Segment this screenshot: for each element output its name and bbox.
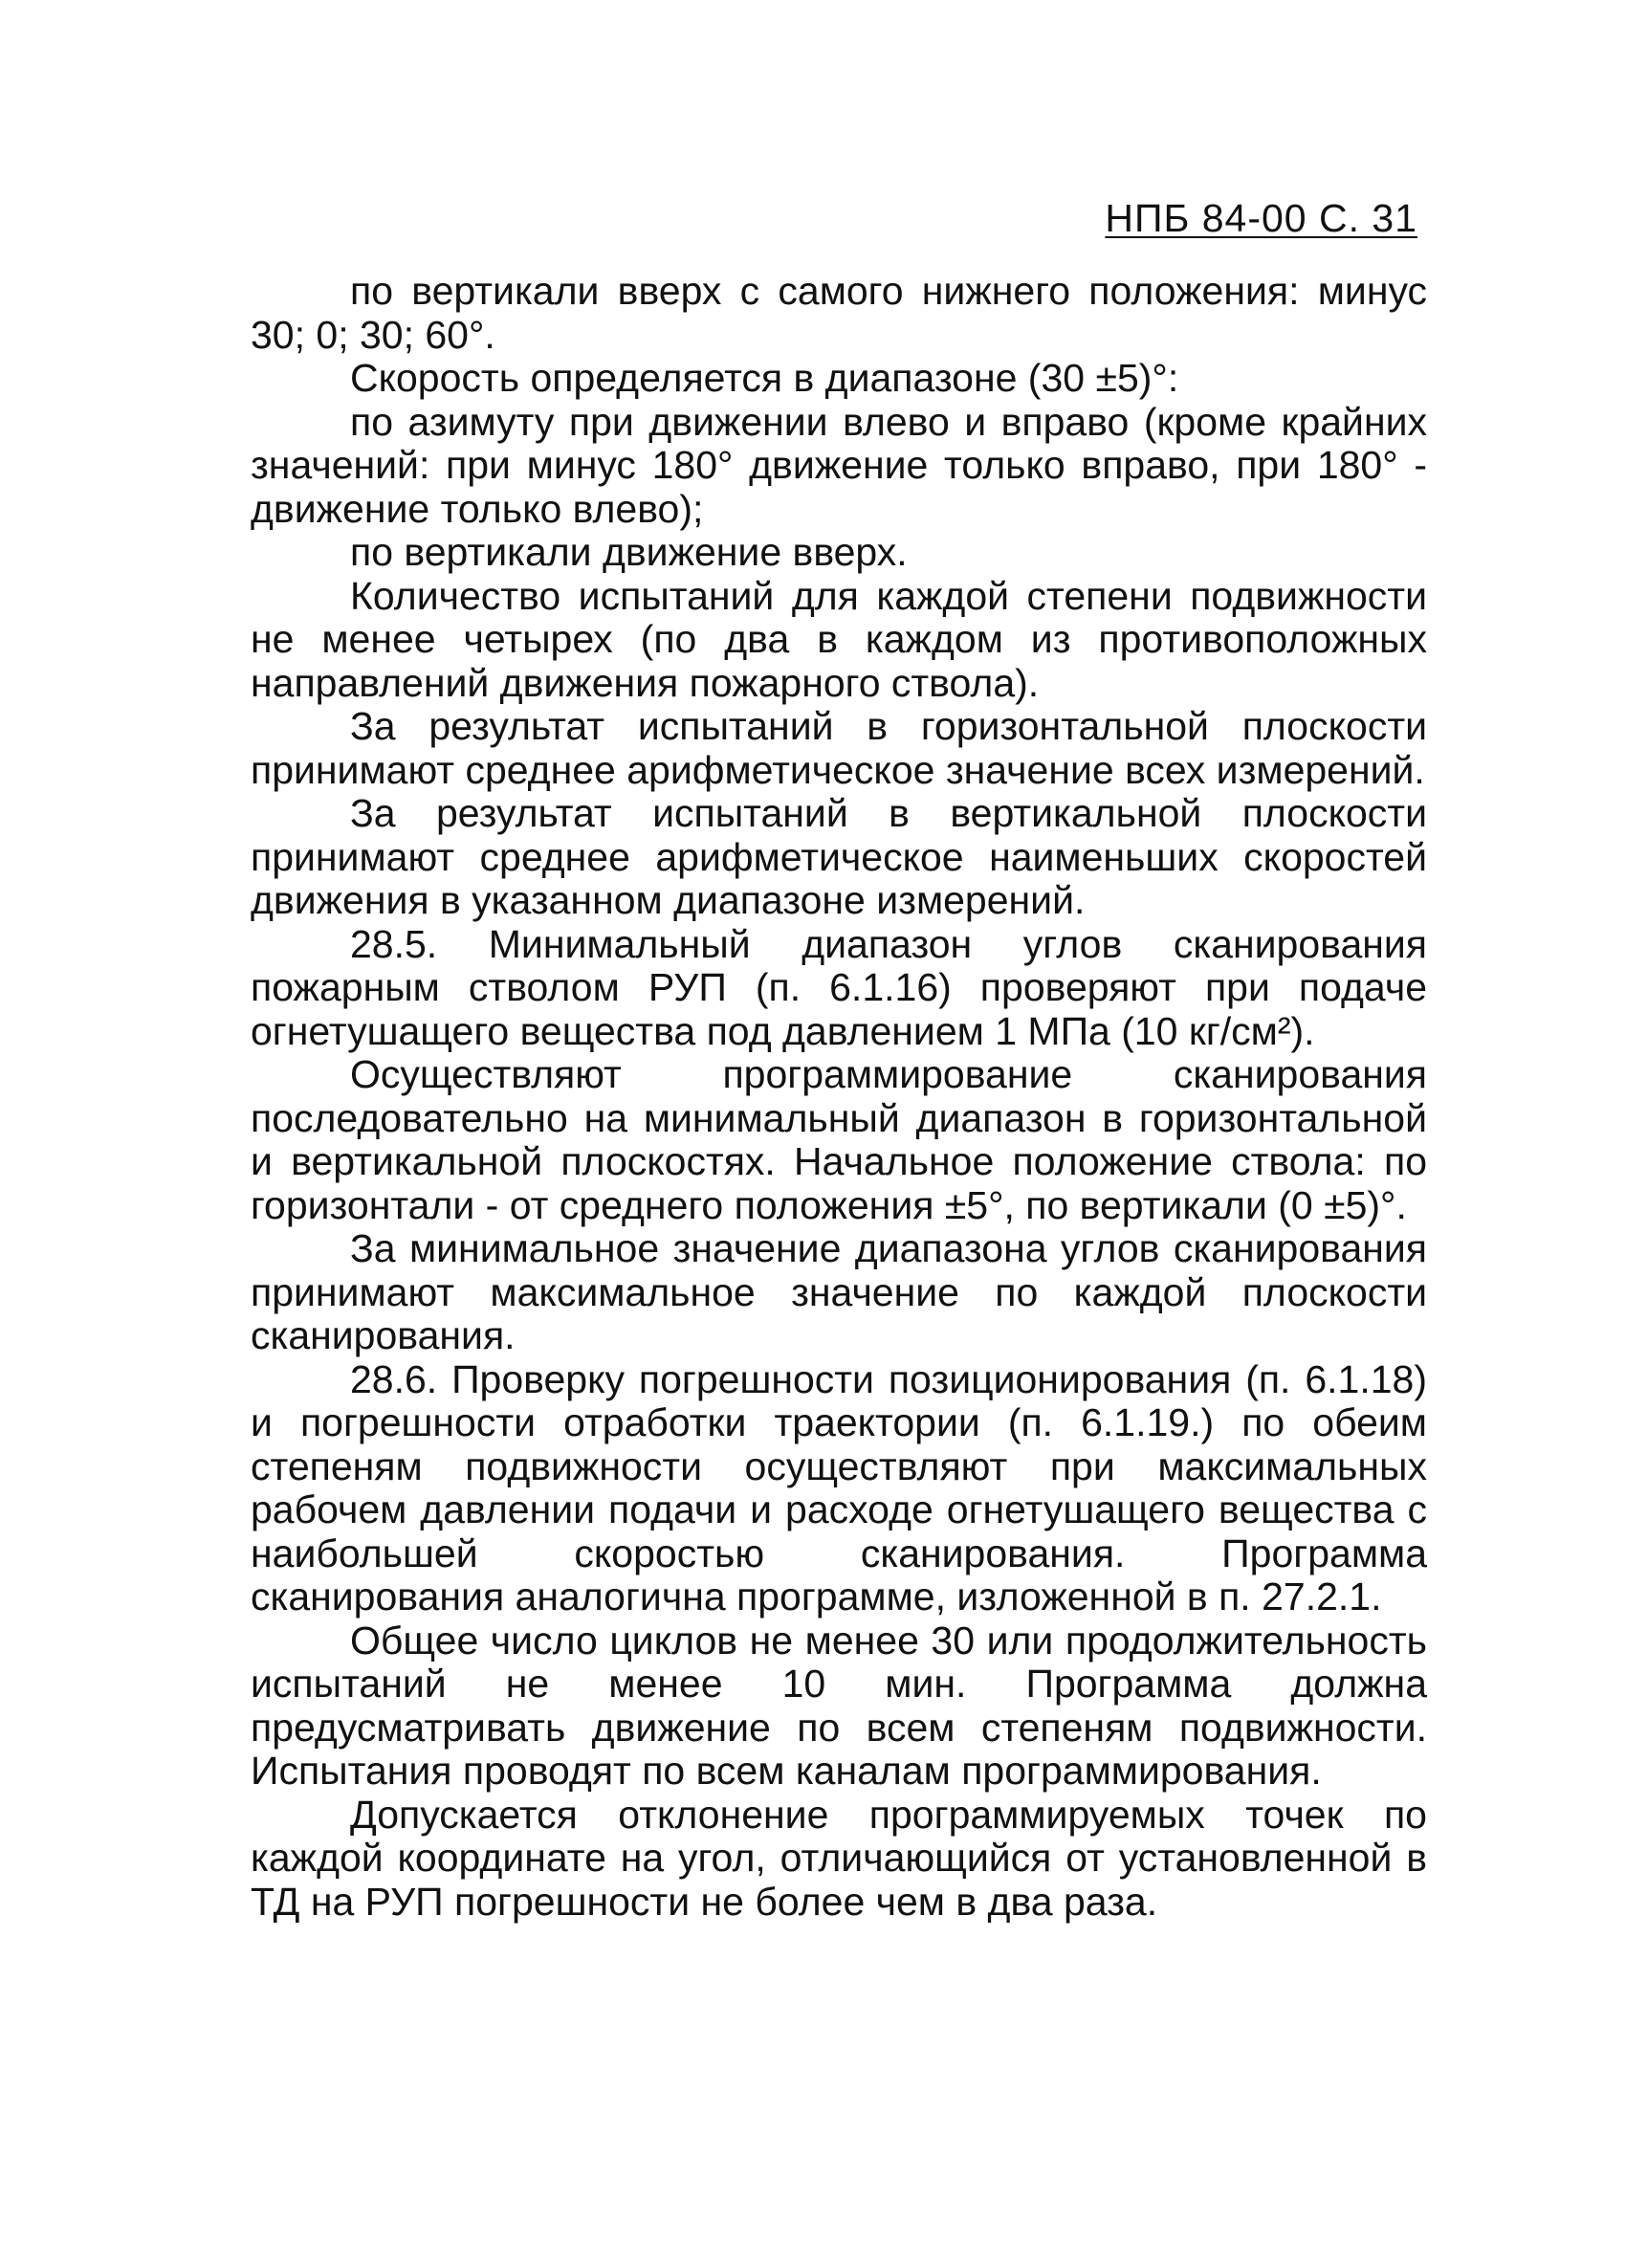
paragraph: Количество испытаний для каждой степени подвижности не менее четырех (по два в каждом из противоположных направлений движения пожарного ствола). (251, 573, 1427, 705)
paragraph: 28.5. Минимальный диапазон углов сканирования пожарным стволом РУП (п. 6.1.16) проверяют при подаче огнетушащего вещества под давлением 1 МПа (10 кг/см²). (251, 921, 1427, 1053)
paragraph: 28.6. Проверку погрешности позиционирования (п. 6.1.18) и погрешности отработки траектории (п. 6.1.19.) по обеим степеням подвижности осуществляют при максимальных рабочем давлении подачи и расходе огнетушащего вещества с наибольшей скоростью сканирования. Программа сканирования аналогична программе, изложенной в п. 27.2.1. (251, 1356, 1427, 1618)
paragraph: Допускается отклонение программируемых точек по каждой координате на угол, отличающийся от установленной в ТД на РУП погрешности не более чем в два раза. (251, 1792, 1427, 1924)
paragraph: по азимуту при движении влево и вправо (кроме крайних значений: при минус 180° движение только вправо, при 180° - движение только влево); (251, 399, 1427, 531)
paragraph: Общее число циклов не менее 30 или продолжительность испытаний не менее 10 мин. Программа должна предусматривать движение по всем степеням подвижности. Испытания проводят по всем каналам программирования. (251, 1618, 1427, 1793)
paragraph: За результат испытаний в горизонтальной плоскости принимают среднее арифметическое значение всех измерений. (251, 704, 1427, 792)
paragraph: по вертикали движение вверх. (350, 530, 908, 574)
paragraph: За минимальное значение диапазона углов сканирования принимают максимальное значение по каждой плоскости сканирования. (251, 1226, 1427, 1357)
page-header: НПБ 84-00 С. 31 (1105, 196, 1417, 240)
document-body (251, 270, 1427, 1924)
paragraph: по вертикали вверх с самого нижнего положения: минус 30; 0; 30; 60°. (251, 269, 1427, 357)
paragraph: За результат испытаний в вертикальной плоскости принимают среднее арифметическое наименьших скоростей движения в указанном диапазоне измерений. (251, 791, 1427, 922)
paragraph: Скорость определяется в диапазоне (30 ±5)°: (350, 356, 1179, 400)
paragraph: Осуществляют программирование сканирования последовательно на минимальный диапазон в горизонтальной и вертикальной плоскостях. Начальное положение ствола: по горизонтали - от среднего положения ±5°, по вертикали (0 ±5)°. (251, 1052, 1427, 1227)
